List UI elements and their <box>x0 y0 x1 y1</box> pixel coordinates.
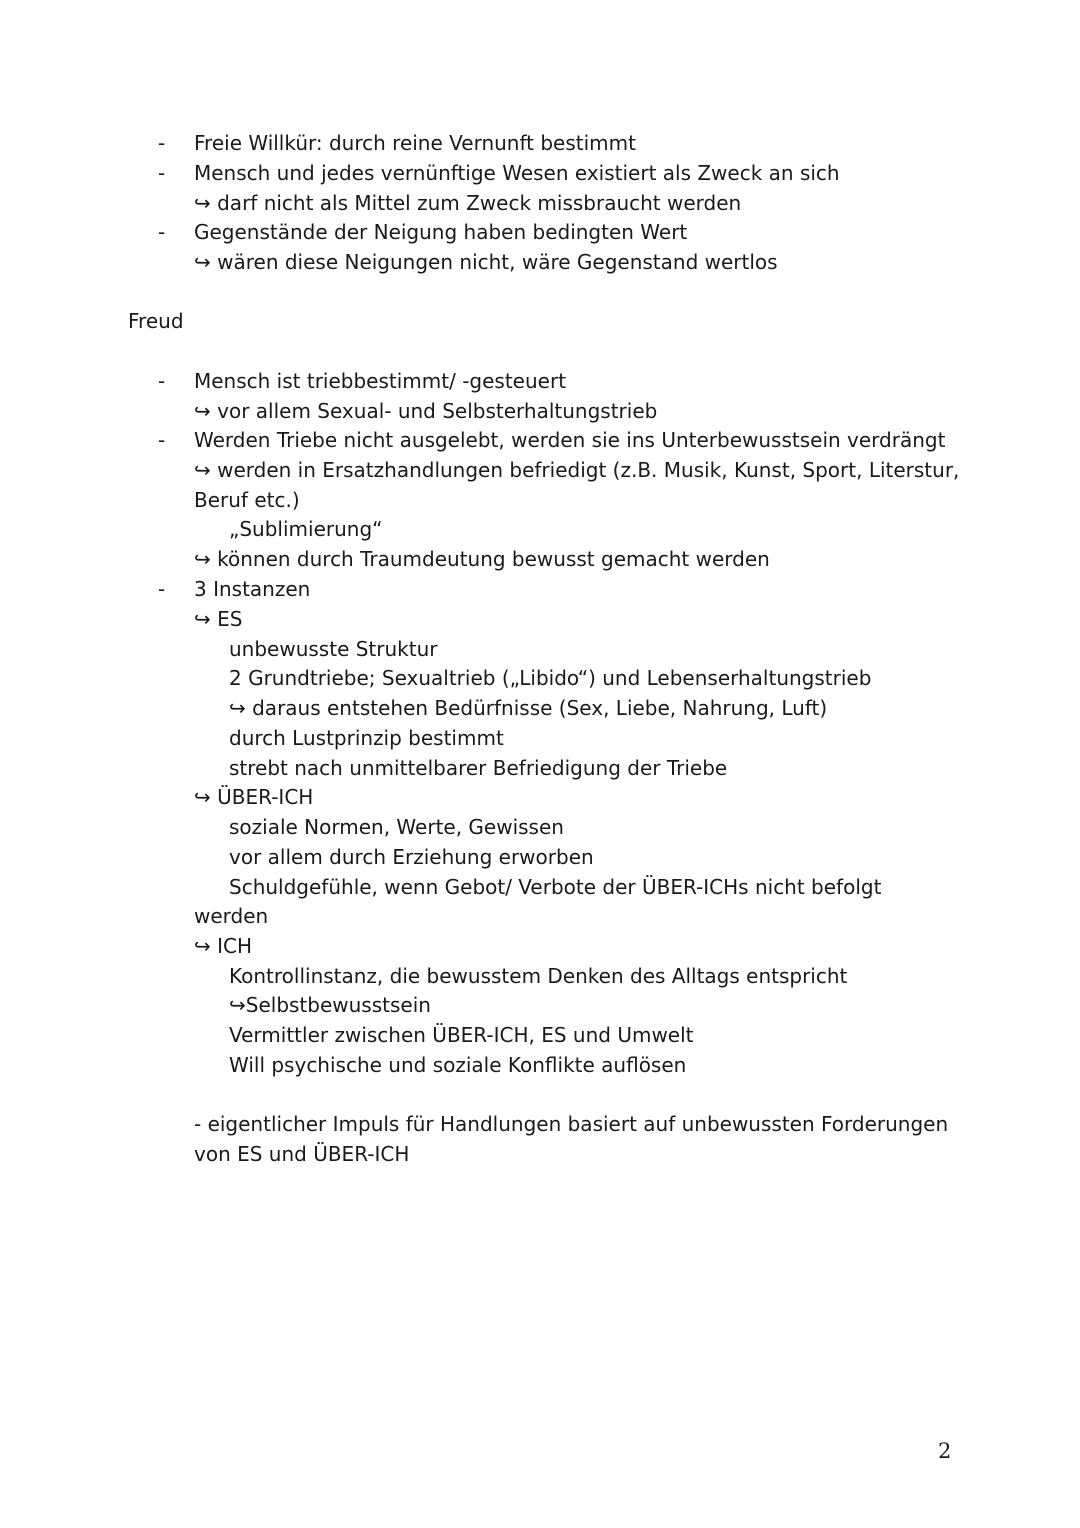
ueber-ich-continuation: werden <box>194 904 269 928</box>
bullet-marker: - <box>158 161 166 185</box>
bullet-marker: - <box>158 577 166 601</box>
kant-bullet-1: Freie Willkür: durch reine Vernunft bestimmt <box>194 131 636 155</box>
freud-bullet-2-sub-a-cont: Beruf etc.) <box>194 488 300 512</box>
kant-bullet-3: Gegenstände der Neigung haben bedingten Wert <box>194 220 688 244</box>
section-heading-freud: Freud <box>128 309 184 333</box>
freud-bullet-2-sub-b: ↪ können durch Traumdeutung bewusst gemacht werden <box>194 547 770 571</box>
kant-bullet-2: Mensch und jedes vernünftige Wesen existiert als Zweck an sich <box>194 161 840 185</box>
es-label: ↪ ES <box>194 607 243 631</box>
es-line: 2 Grundtriebe; Sexualtrieb („Libido“) und Lebenserhaltungstrieb <box>229 666 872 690</box>
bullet-marker: - <box>158 369 166 393</box>
ich-line: ↪Selbstbewusstsein <box>229 993 431 1017</box>
ich-line: Vermittler zwischen ÜBER-ICH, ES und Umwelt <box>229 1023 694 1047</box>
kant-subpoint-2: ↪ wären diese Neigungen nicht, wäre Gegenstand wertlos <box>194 250 778 274</box>
sublimierung-term: „Sublimierung“ <box>229 517 383 541</box>
ueber-ich-line: Schuldgefühle, wenn Gebot/ Verbote der ÜBER-ICHs nicht befolgt <box>229 875 882 899</box>
freud-bullet-1-sub: ↪ vor allem Sexual- und Selbsterhaltungstrieb <box>194 399 658 423</box>
ich-line: Will psychische und soziale Konflikte auflösen <box>229 1053 687 1077</box>
bullet-marker: - <box>158 428 166 452</box>
bullet-marker: - <box>158 131 166 155</box>
es-line: ↪ daraus entstehen Bedürfnisse (Sex, Liebe, Nahrung, Luft) <box>229 696 828 720</box>
freud-bullet-2: Werden Triebe nicht ausgelebt, werden sie ins Unterbewusstsein verdrängt <box>194 428 946 452</box>
es-line: strebt nach unmittelbarer Befriedigung der Triebe <box>229 756 728 780</box>
conclusion-line: - eigentlicher Impuls für Handlungen basiert auf unbewussten Forderungen <box>194 1112 949 1136</box>
kant-subpoint-1: ↪ darf nicht als Mittel zum Zweck missbraucht werden <box>194 191 742 215</box>
freud-bullet-3: 3 Instanzen <box>194 577 311 601</box>
es-line: durch Lustprinzip bestimmt <box>229 726 504 750</box>
freud-bullet-2-sub-a: ↪ werden in Ersatzhandlungen befriedigt (z.B. Musik, Kunst, Sport, Literstur, <box>194 458 960 482</box>
freud-bullet-1: Mensch ist triebbestimmt/ -gesteuert <box>194 369 567 393</box>
ueber-ich-line: vor allem durch Erziehung erworben <box>229 845 594 869</box>
page-number: 2 <box>938 1439 952 1463</box>
ueber-ich-label: ↪ ÜBER-ICH <box>194 785 314 809</box>
bullet-marker: - <box>158 220 166 244</box>
es-line: unbewusste Struktur <box>229 637 438 661</box>
ueber-ich-line: soziale Normen, Werte, Gewissen <box>229 815 564 839</box>
conclusion-line: von ES und ÜBER-ICH <box>194 1142 410 1166</box>
ich-label: ↪ ICH <box>194 934 253 958</box>
ich-line: Kontrollinstanz, die bewusstem Denken des Alltags entspricht <box>229 964 848 988</box>
